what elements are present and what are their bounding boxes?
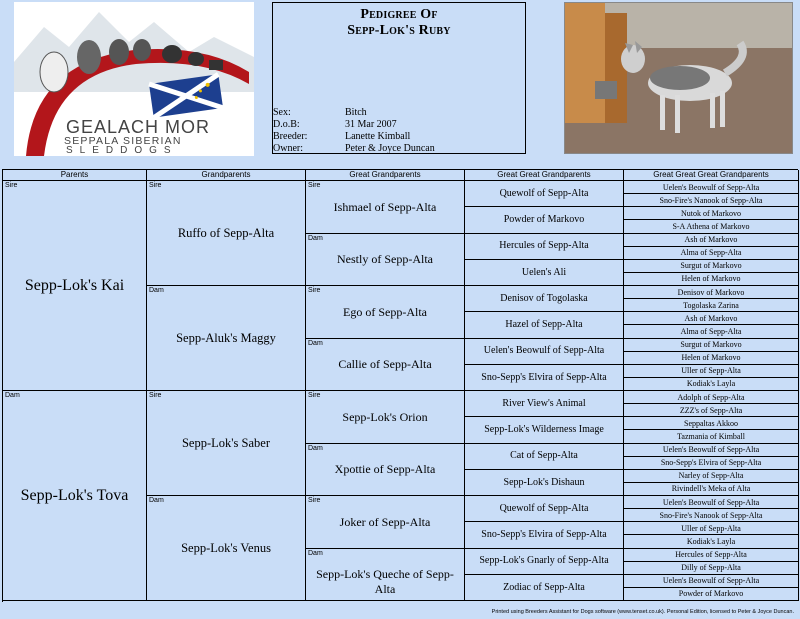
dog-name[interactable]: Uelen's Beowulf of Sepp-Alta <box>662 445 760 455</box>
pedigree-cell <box>306 181 465 234</box>
pedigree-title-line2: Sepp-Lok's Ruby <box>347 23 451 38</box>
dog-name[interactable]: Alma of Sepp-Alta <box>680 248 742 258</box>
pedigree-cell <box>624 417 799 430</box>
dog-name[interactable]: Sno-Fire's Nanook of Sepp-Alta <box>659 510 763 520</box>
pedigree-cell <box>624 365 799 378</box>
pedigree-cell <box>3 181 147 391</box>
logo-line1: GEALACH MOR <box>66 117 211 137</box>
pedigree-cell <box>624 457 799 470</box>
sire-tag: Sire <box>149 392 162 399</box>
dog-name[interactable]: ZZZ's of Sepp-Alta <box>679 405 743 415</box>
dog-name[interactable]: Quewolf of Sepp-Alta <box>499 187 589 199</box>
sire-tag: Sire <box>308 287 321 294</box>
dog-name[interactable]: Sepp-Lok's Tova <box>20 487 129 505</box>
dam-tag: Dam <box>308 549 323 557</box>
dog-name[interactable]: Surgut of Markovo <box>680 261 742 271</box>
pedigree-cell <box>624 352 799 365</box>
dog-name[interactable]: Sepp-Lok's Kai <box>24 277 125 295</box>
dog-name[interactable]: Ash of Markovo <box>684 313 738 323</box>
dog-name[interactable]: Ego of Sepp-Alta <box>343 304 427 319</box>
dog-name[interactable]: Sepp-Lok's Gnarly of Sepp-Alta <box>479 555 609 567</box>
info-label: Breeder: <box>273 131 308 142</box>
dam-tag: Dam <box>308 339 323 347</box>
sire-tag: Sire <box>5 182 18 189</box>
dam-tag: Dam <box>308 234 323 242</box>
dog-name[interactable]: Denisov of Togolaska <box>500 292 588 304</box>
pedigree-cell <box>465 365 624 391</box>
logo-line3: SLEDDOGS <box>66 145 178 156</box>
pedigree-cell <box>624 194 799 207</box>
dog-name[interactable]: Sepp-Aluk's Maggy <box>176 330 276 345</box>
pedigree-cell <box>624 588 799 601</box>
info-value: Bitch <box>345 107 367 118</box>
dog-name[interactable]: Uelen's Ali <box>521 266 567 278</box>
pedigree-cell <box>465 286 624 312</box>
dog-name[interactable]: Callie of Sepp-Alta <box>338 357 432 372</box>
pedigree-cell <box>624 522 799 535</box>
dam-tag: Dam <box>149 287 164 294</box>
dog-name[interactable]: Togolaska Zarina <box>683 300 739 310</box>
pedigree-cell <box>306 496 465 549</box>
sire-tag: Sire <box>308 392 321 399</box>
kennel-logo <box>14 2 254 156</box>
logo-line2: SEPPALA SIBERIAN <box>64 135 182 147</box>
pedigree-cell <box>465 575 624 601</box>
pedigree-cell <box>624 207 799 220</box>
dog-name[interactable]: Quewolf of Sepp-Alta <box>499 502 589 514</box>
pedigree-cell <box>624 339 799 352</box>
dog-name[interactable]: Sepp-Lok's Orion <box>342 409 428 424</box>
info-value: Lanette Kimball <box>345 131 411 142</box>
pedigree-cell <box>147 496 306 601</box>
info-value: Peter & Joyce Duncan <box>345 143 435 154</box>
dog-name[interactable]: Sno-Sepp's Elvira of Sepp-Alta <box>481 529 607 541</box>
pedigree-cell <box>306 391 465 444</box>
dog-name[interactable]: Uller of Sepp-Alta <box>681 523 741 533</box>
pedigree-cell <box>306 444 465 497</box>
pedigree-cell <box>465 391 624 417</box>
dog-name[interactable]: Surgut of Markovo <box>680 340 742 350</box>
column-header: Parents <box>3 170 147 181</box>
pedigree-cell <box>624 220 799 233</box>
dog-name[interactable]: Sepp-Lok's Dishaun <box>503 476 585 488</box>
pedigree-cell <box>624 260 799 273</box>
dog-name[interactable]: Sepp-Lok's Saber <box>181 435 270 450</box>
pedigree-cell <box>465 181 624 207</box>
dog-name[interactable]: Xpottie of Sepp-Alta <box>334 462 436 477</box>
info-row-owner <box>273 143 435 155</box>
dam-tag: Dam <box>308 444 323 452</box>
dog-name[interactable]: Powder of Markovo <box>503 214 585 226</box>
pedigree-cell <box>147 286 306 391</box>
dog-name[interactable]: River View's Animal <box>502 397 586 409</box>
dog-name[interactable]: Dilly of Sepp-Alta <box>681 563 741 573</box>
pedigree-cell <box>465 312 624 338</box>
dog-name[interactable]: Uller of Sepp-Alta <box>681 366 741 376</box>
pedigree-cell <box>465 470 624 496</box>
dog-name[interactable]: Sepp-Lok's Venus <box>181 540 271 555</box>
dog-name[interactable]: Tazmania of Kimball <box>677 431 745 441</box>
pedigree-cell <box>624 404 799 417</box>
pedigree-cell <box>624 509 799 522</box>
pedigree-table <box>2 169 798 602</box>
dog-name[interactable]: Nestly of Sepp-Alta <box>337 252 433 267</box>
dog-name[interactable]: Hercules of Sepp-Alta <box>675 550 747 560</box>
dog-name[interactable]: Kodiak's Layla <box>686 379 736 389</box>
info-label: Owner: <box>273 143 303 154</box>
dog-name[interactable]: Sno-Fire's Nanook of Sepp-Alta <box>659 195 763 205</box>
dog-name[interactable]: Denisov of Markovo <box>677 287 745 297</box>
dog-name[interactable]: S-A Athena of Markovo <box>672 221 750 231</box>
pedigree-cell <box>624 535 799 548</box>
pedigree-title-box <box>272 2 526 154</box>
pedigree-title-line1: Pedigree Of <box>360 7 438 22</box>
pedigree-cell <box>3 391 147 601</box>
pedigree-cell <box>306 549 465 602</box>
dog-name[interactable]: Sepp-Lok's Queche of Sepp-Alta <box>316 567 454 596</box>
pedigree-cell <box>624 391 799 404</box>
pedigree-cell <box>624 483 799 496</box>
pedigree-cell <box>624 378 799 391</box>
dog-name[interactable]: Uelen's Beowulf of Sepp-Alta <box>662 576 760 586</box>
dog-name[interactable]: Hazel of Sepp-Alta <box>505 319 583 331</box>
pedigree-cell <box>624 496 799 509</box>
info-row-dob <box>273 119 397 131</box>
dog-name[interactable]: Nutok of Markovo <box>681 208 741 218</box>
dog-name[interactable]: Hercules of Sepp-Alta <box>499 240 589 252</box>
info-label: D.o.B: <box>273 119 300 130</box>
pedigree-cell <box>147 181 306 286</box>
dog-name[interactable]: Uelen's Beowulf of Sepp-Alta <box>483 345 605 357</box>
column-header: Great Grandparents <box>306 170 465 181</box>
info-label: Sex: <box>273 107 291 118</box>
pedigree-cell <box>465 260 624 286</box>
dog-name[interactable]: Uelen's Beowulf of Sepp-Alta <box>662 182 760 192</box>
dog-name[interactable]: Uelen's Beowulf of Sepp-Alta <box>662 497 760 507</box>
pedigree-cell <box>465 522 624 548</box>
column-header: Great Great Grandparents <box>465 170 624 181</box>
dog-photo-image <box>565 3 793 154</box>
dog-name[interactable]: Cat of Sepp-Alta <box>510 450 578 462</box>
sire-tag: Sire <box>308 182 321 189</box>
pedigree-cell <box>624 444 799 457</box>
pedigree-cell <box>465 444 624 470</box>
pedigree-cell <box>624 234 799 247</box>
info-row-breeder <box>273 131 410 143</box>
pedigree-cell <box>624 470 799 483</box>
dog-name[interactable]: Seppaltas Akkoo <box>684 418 738 428</box>
dog-name[interactable]: Sepp-Lok's Wilderness Image <box>484 424 604 436</box>
info-value: 31 Mar 2007 <box>345 119 397 130</box>
column-header: Grandparents <box>147 170 306 181</box>
dam-tag: Dam <box>149 497 164 504</box>
dog-name[interactable]: Sno-Sepp's Elvira of Sepp-Alta <box>660 458 762 468</box>
pedigree-cell <box>624 247 799 260</box>
pedigree-cell <box>465 234 624 260</box>
dam-tag: Dam <box>5 392 20 399</box>
dog-name[interactable]: Rivindell's Meka of Alta <box>671 484 751 494</box>
dog-name[interactable]: Joker of Sepp-Alta <box>339 514 431 529</box>
pedigree-cell <box>465 496 624 522</box>
dog-name[interactable]: Helen of Markovo <box>681 353 741 363</box>
pedigree-cell <box>624 325 799 338</box>
dog-name[interactable]: Ishmael of Sepp-Alta <box>333 199 437 214</box>
dog-photo <box>564 2 793 154</box>
pedigree-cell <box>306 286 465 339</box>
pedigree-cell <box>465 417 624 443</box>
dog-name[interactable]: Ruffo of Sepp-Alta <box>177 225 275 240</box>
pedigree-cell <box>147 391 306 496</box>
pedigree-cell <box>306 234 465 287</box>
pedigree-cell <box>624 286 799 299</box>
dog-name[interactable]: Zodiac of Sepp-Alta <box>503 581 585 593</box>
sire-tag: Sire <box>149 182 162 189</box>
dog-name[interactable]: Alma of Sepp-Alta <box>680 326 742 336</box>
dog-name[interactable]: Narley of Sepp-Alta <box>678 471 744 481</box>
pedigree-cell <box>624 181 799 194</box>
pedigree-cell <box>624 562 799 575</box>
pedigree-cell <box>624 299 799 312</box>
pedigree-cell <box>624 549 799 562</box>
info-row-sex <box>273 107 367 119</box>
pedigree-cell <box>624 312 799 325</box>
dog-name[interactable]: Adolph of Sepp-Alta <box>677 392 745 402</box>
footer-credit: Printed using Breeders Assistant for Dogs software (www.tenset.co.uk). Personal Edition, licensed to Peter & Joyce Duncan. <box>491 609 794 615</box>
sire-tag: Sire <box>308 497 321 504</box>
pedigree-cell <box>465 549 624 575</box>
pedigree-cell <box>624 273 799 286</box>
dog-name[interactable]: Helen of Markovo <box>681 274 741 284</box>
dog-name[interactable]: Powder of Markovo <box>678 589 744 599</box>
column-header: Great Great Great Grandparents <box>624 170 799 181</box>
pedigree-cell <box>624 575 799 588</box>
pedigree-cell <box>465 207 624 233</box>
dog-name[interactable]: Ash of Markovo <box>684 235 738 245</box>
pedigree-cell <box>624 430 799 443</box>
pedigree-cell <box>306 339 465 392</box>
dog-name[interactable]: Sno-Sepp's Elvira of Sepp-Alta <box>481 371 607 383</box>
pedigree-cell <box>465 339 624 365</box>
dog-name[interactable]: Kodiak's Layla <box>686 536 736 546</box>
